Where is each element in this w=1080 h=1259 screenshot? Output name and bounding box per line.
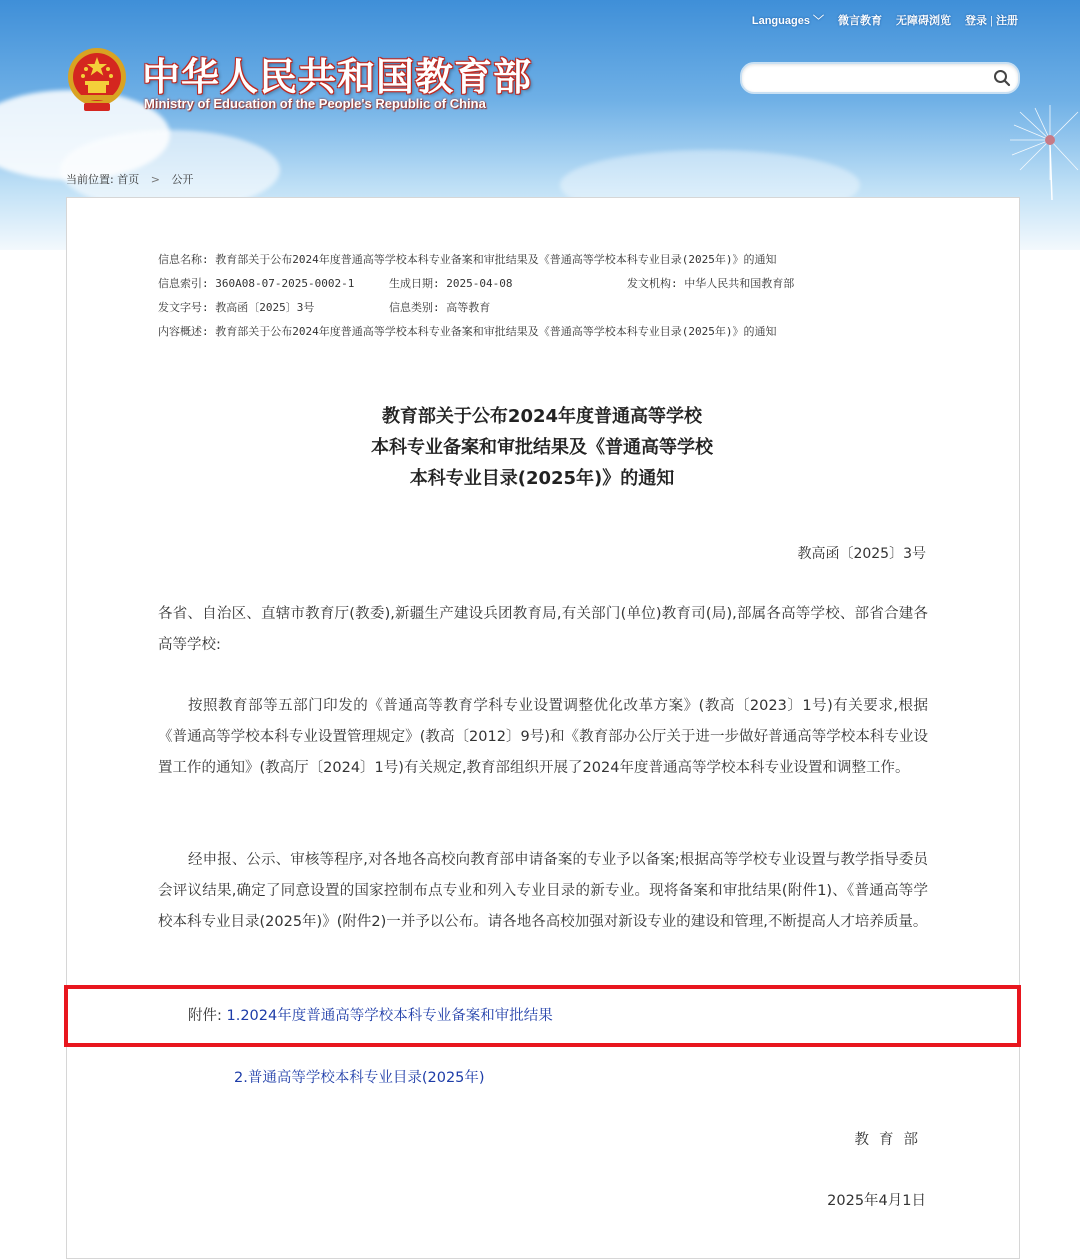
attachment-row-1 [188, 1004, 553, 1025]
meta-date-value: 2025-04-08 [446, 277, 513, 290]
weibo-link[interactable]: 微言教育 [838, 15, 883, 27]
document-title-line: 本科专业备案和审批结果及《普通高等学校 [371, 437, 713, 458]
breadcrumb [66, 171, 193, 187]
meta-row-category [389, 299, 490, 315]
national-emblem-icon [66, 45, 128, 113]
breadcrumb-home-link[interactable]: 首页 [117, 173, 140, 186]
site-subtitle: Ministry of Education of the People's Republic of China [144, 96, 486, 111]
meta-docno-label: 发文字号: [158, 301, 209, 314]
meta-issuer-label: 发文机构: [627, 277, 678, 290]
meta-row-docno [158, 299, 314, 315]
languages-menu[interactable] [752, 12, 824, 28]
meta-name-value: 教育部关于公布2024年度普通高等学校本科专业备案和审批结果及《普通高等学校本科专业目录(2025年)》的通知 [215, 253, 777, 266]
login-link[interactable]: 登录 [965, 15, 988, 27]
meta-issuer-value: 中华人民共和国教育部 [684, 277, 795, 290]
recipients-text: 各省、自治区、直辖市教育厅(教委),新疆生产建设兵团教育局,有关部门(单位)教育司(局),部属各高等学校、部省合建各高等学校: [158, 606, 928, 653]
breadcrumb-separator: > [150, 173, 160, 186]
body-paragraph-text: 经申报、公示、审核等程序,对各地各高校向教育部申请备案的专业予以备案;根据高等学校专业设置与教学指导委员会评议结果,确定了同意设置的国家控制布点专业和列入专业目录的新专业。现将备案和审批结果(附件1)、《普通高等学校本科专业目录(2025年)》(附件2)一并予以公布。请各地各高校加强对新设专业的建设和管理,不断提高人才培养质量。 [158, 852, 928, 930]
document-title-line: 本科专业目录(2025年)》的通知 [409, 468, 675, 489]
meta-name-label: 信息名称: [158, 253, 209, 266]
meta-summary-value: 教育部关于公布2024年度普通高等学校本科专业备案和审批结果及《普通高等学校本科专业目录(2025年)》的通知 [215, 325, 777, 338]
meta-row-issuer [627, 275, 794, 291]
document-number: 教高函〔2025〕3号 [797, 546, 926, 562]
attachment-2-link[interactable]: 2.普通高等学校本科专业目录(2025年) [234, 1070, 485, 1086]
body-paragraph-2 [158, 845, 928, 938]
attachment-row-2 [234, 1066, 485, 1087]
dandelion-decoration-icon [990, 100, 1080, 200]
attachment-label: 附件: [188, 1008, 222, 1024]
languages-label: Languages [751, 15, 810, 27]
site-title[interactable]: 中华人民共和国教育部 [142, 55, 533, 99]
nav-separator: | [990, 15, 993, 27]
document-title-line: 教育部关于公布2024年度普通高等学校 [381, 406, 703, 427]
meta-category-label: 信息类别: [389, 301, 440, 314]
chevron-down-icon: ﹀ [813, 15, 825, 27]
accessibility-link[interactable]: 无障碍浏览 [896, 15, 952, 27]
breadcrumb-prefix: 当前位置: [66, 173, 114, 186]
document-title [66, 401, 1018, 494]
breadcrumb-current-link[interactable]: 公开 [171, 173, 194, 186]
body-paragraph-text: 按照教育部等五部门印发的《普通高等教育学科专业设置调整优化改革方案》(教高〔2023〕1号)有关要求,根据《普通高等学校本科专业设置管理规定》(教高〔2012〕9号)和《教育部办公厅关于进一步做好普通高等学校本科专业设置工作的通知》(教高厅〔2024〕1号)有关规定,教育部组织开展了2024年度普通高等学校本科专业设置和调整工作。 [158, 698, 928, 776]
attachment-1-link[interactable]: 1.2024年度普通高等学校本科专业备案和审批结果 [226, 1008, 553, 1024]
meta-date-label: 生成日期: [389, 277, 440, 290]
meta-row-index [158, 275, 354, 291]
meta-row-name [158, 251, 776, 267]
meta-index-label: 信息索引: [158, 277, 209, 290]
meta-docno-value: 教高函〔2025〕3号 [215, 301, 315, 314]
meta-index-value: 360A08-07-2025-0002-1 [215, 277, 355, 290]
document-date: 2025年4月1日 [827, 1193, 926, 1209]
meta-category-value: 高等教育 [446, 301, 491, 314]
body-paragraph-1 [158, 691, 928, 784]
signature: 教育部 [854, 1132, 928, 1148]
top-navigation [752, 12, 1018, 28]
meta-row-date [389, 275, 512, 291]
search-box [740, 62, 1020, 94]
meta-row-summary [158, 323, 776, 339]
meta-summary-label: 内容概述: [158, 325, 209, 338]
search-icon[interactable] [992, 68, 1012, 88]
search-input[interactable] [756, 68, 990, 88]
register-link[interactable]: 注册 [996, 15, 1018, 27]
recipients-paragraph [158, 599, 928, 661]
